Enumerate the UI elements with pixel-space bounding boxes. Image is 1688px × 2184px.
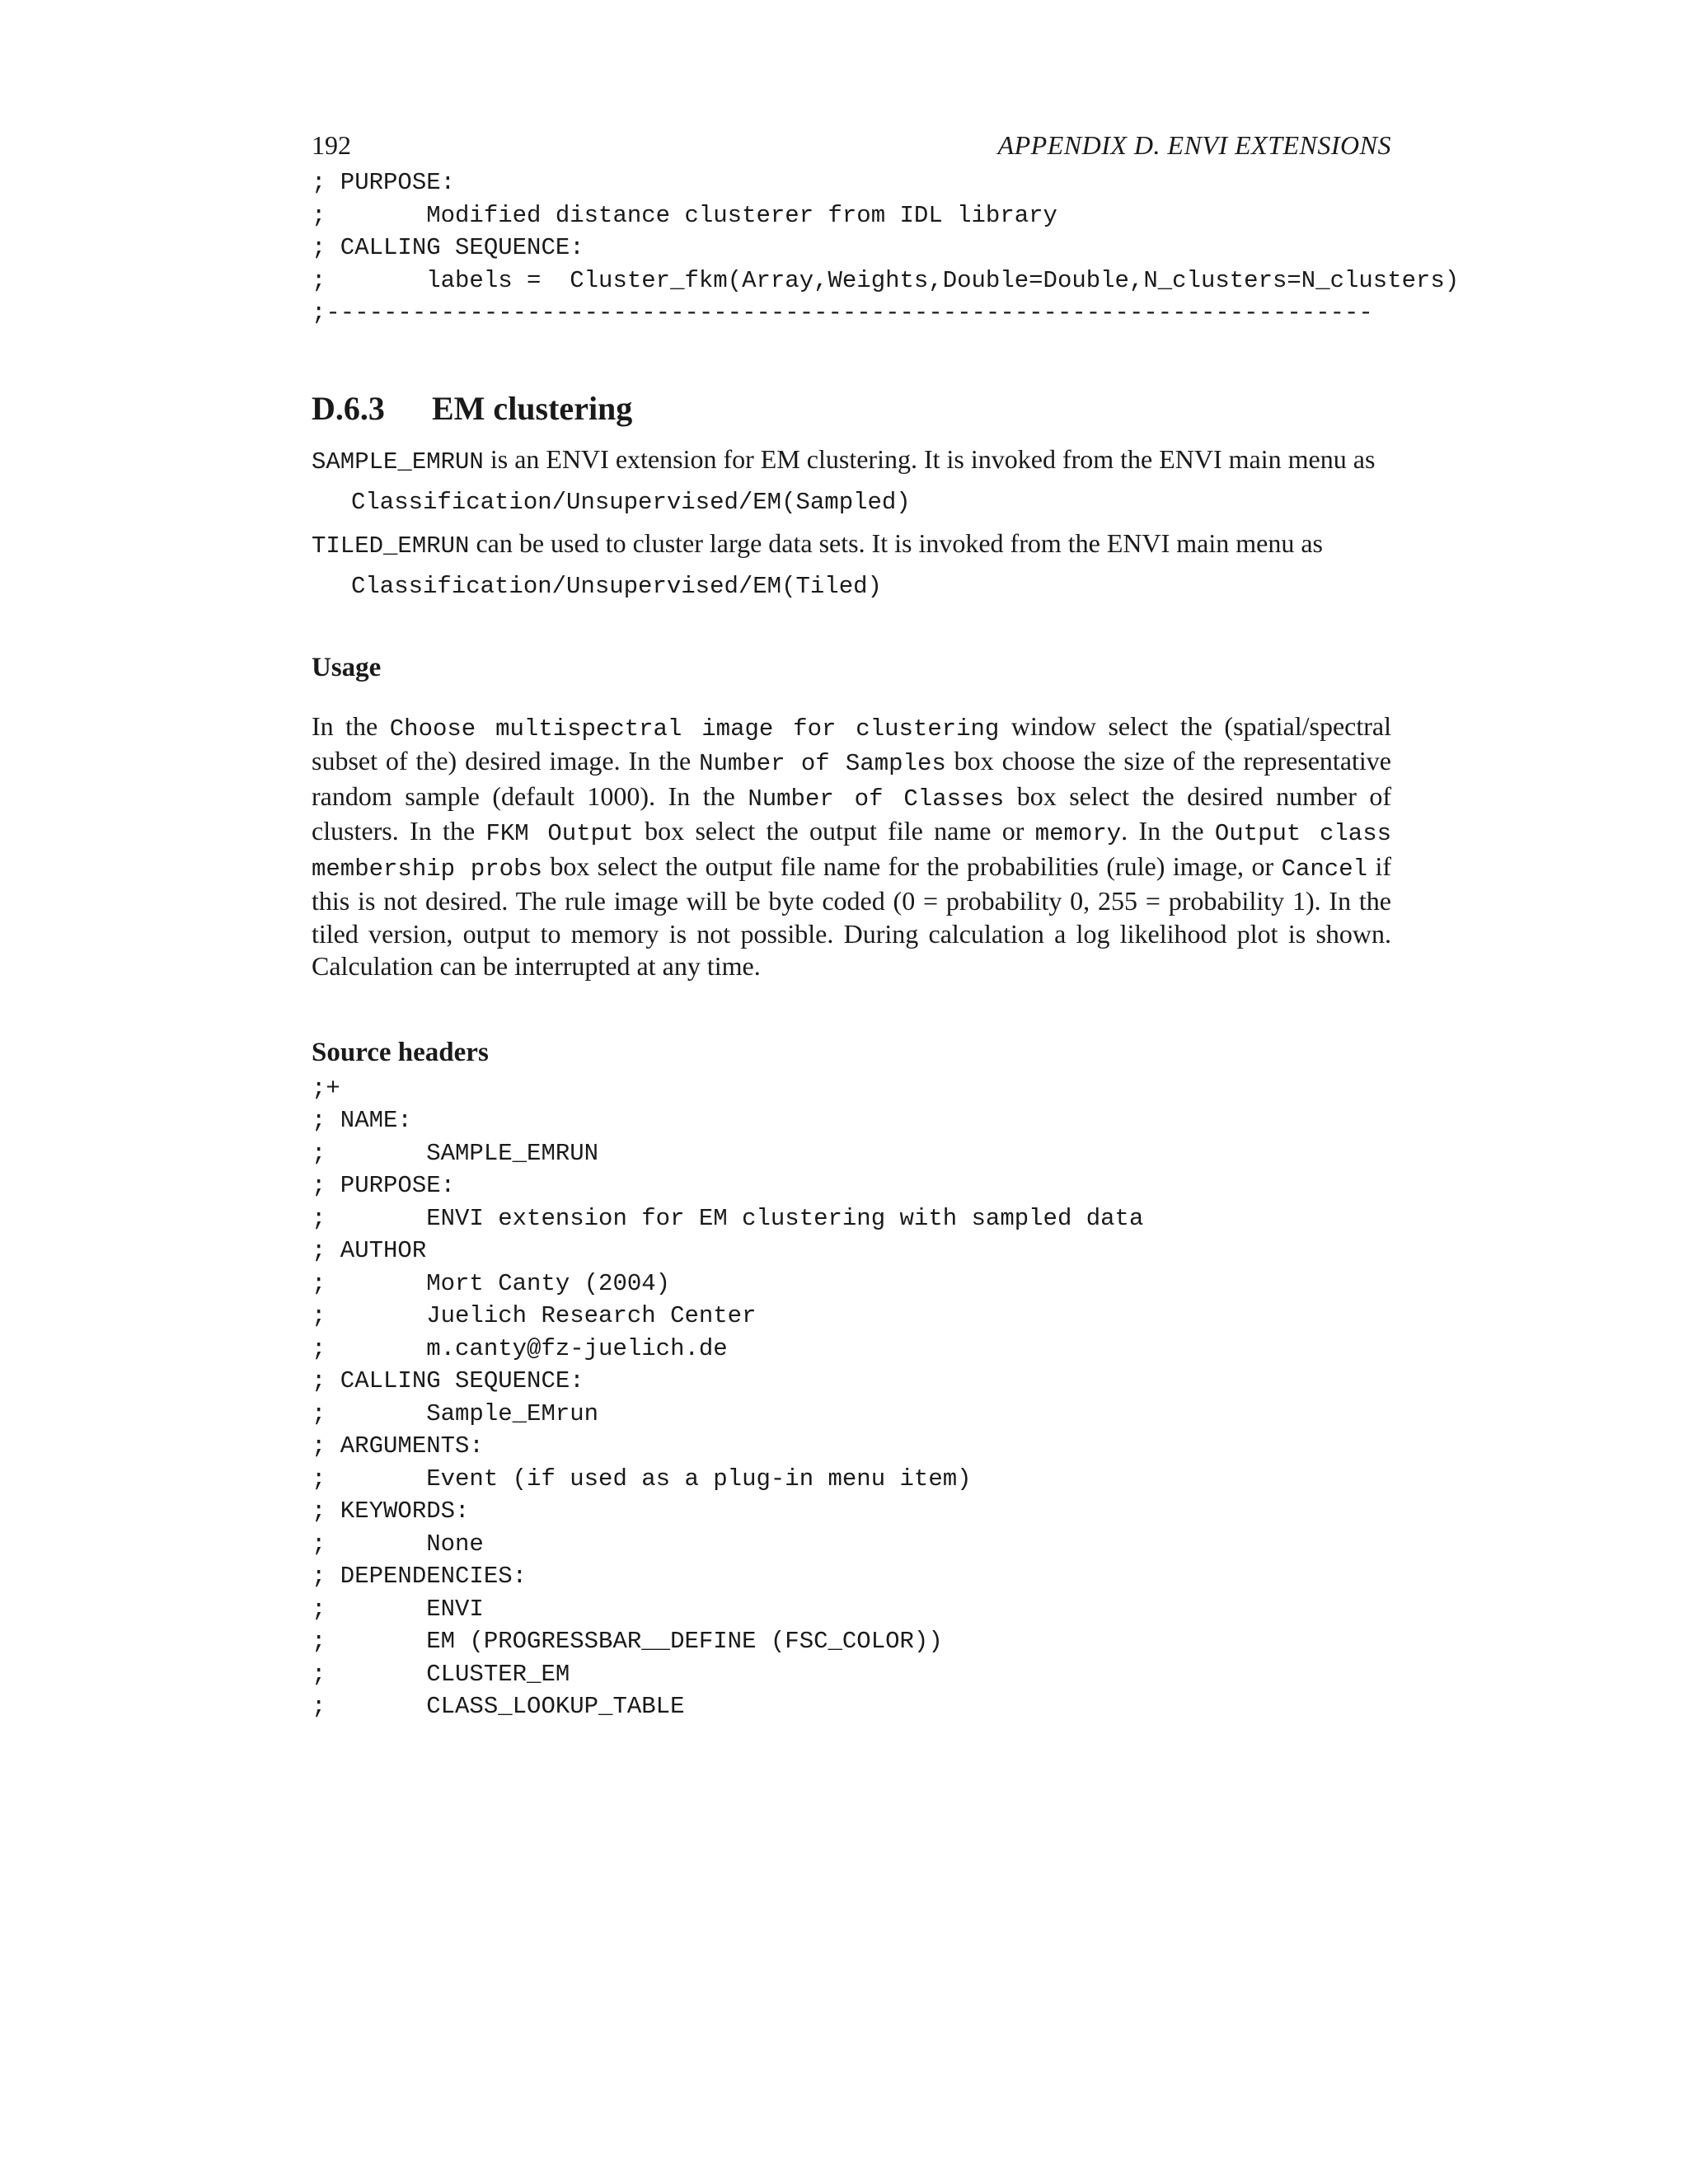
code-term: Cancel	[1281, 855, 1368, 883]
document-page	[312, 124, 1460, 1723]
section-number: D.6.3	[312, 389, 385, 427]
code-line: ; Mort Canty (2004)	[312, 1269, 671, 1297]
code-term: SAMPLE_EMRUN	[312, 448, 484, 476]
code-line: ; ENVI extension for EM clustering with sampled data	[312, 1204, 1144, 1232]
code-line: ; Juelich Research Center	[312, 1302, 757, 1329]
code-line: ; DEPENDENCIES:	[312, 1563, 528, 1590]
code-term: Number of Classes	[748, 785, 1005, 813]
code-block-source-headers	[312, 1072, 1391, 1723]
code-line: ; KEYWORDS:	[312, 1497, 470, 1525]
code-term: TILED_EMRUN	[312, 532, 470, 560]
code-term: Choose multispectral image for clustering	[389, 715, 1000, 743]
usage-heading: Usage	[312, 652, 382, 682]
code-block-top	[312, 166, 1460, 330]
menu-path-sampled: Classification/Unsupervised/EM(Sampled)	[351, 489, 911, 516]
code-line: ; None	[312, 1530, 484, 1558]
code-line: ; EM (PROGRESSBAR__DEFINE (FSC_COLOR))	[312, 1628, 943, 1655]
code-line: ;-------------------------------------------------------------------------	[312, 299, 1373, 326]
code-line: ;+	[312, 1074, 340, 1102]
code-line: ; CLASS_LOOKUP_TABLE	[312, 1693, 685, 1720]
chapter-title: APPENDIX D. ENVI EXTENSIONS	[997, 130, 1391, 160]
page-number: 192	[312, 130, 351, 160]
usage-paragraph: In the Choose multispectral image for clustering window select the (spatial/spectral subset of the) desired image. In the Number of Samples box choose the size of the representative random sample (default 1000). In the Number of Classes box select the desired number of clusters. In the FKM Output box select the output file name or memory. In the Output class membership probs box select the output file name for the probabilities (rule) image, or Cancel if this is not desired. The rule image will be byte coded (0 = probability 0, 255 = probability 1). In the tiled version, output to memory is not possible. During calculation a log likelihood plot is shown. Calculation can be interrupted at any time.	[312, 710, 1392, 981]
code-line: ; Sample_EMrun	[312, 1399, 599, 1427]
running-header	[312, 124, 1391, 166]
code-term: Output class membership probs	[312, 820, 1392, 883]
code-line: ; ENVI	[312, 1595, 484, 1623]
code-line: ; PURPOSE:	[312, 1172, 456, 1199]
code-line: ; SAMPLE_EMRUN	[312, 1139, 599, 1167]
code-line: ; CLUSTER_EM	[312, 1660, 570, 1688]
code-term: memory	[1034, 820, 1122, 847]
menu-path-tiled: Classification/Unsupervised/EM(Tiled)	[351, 573, 882, 600]
code-line: ; ARGUMENTS:	[312, 1432, 484, 1460]
code-term: FKM Output	[485, 820, 634, 847]
code-line: ; PURPOSE:	[312, 169, 456, 196]
paragraph-sample-emrun: SAMPLE_EMRUN is an ENVI extension for EM clustering. It is invoked from the ENVI main menu as	[312, 443, 1376, 476]
code-line: ; AUTHOR	[312, 1237, 427, 1264]
code-line: ; labels = Cluster_fkm(Array,Weights,Double=Double,N_clusters=N_clusters)	[312, 266, 1460, 294]
code-line: ; CALLING SEQUENCE:	[312, 1367, 584, 1394]
code-line: ; Event (if used as a plug-in menu item)	[312, 1465, 972, 1493]
source-headers-heading: Source headers	[312, 1037, 489, 1067]
section-heading	[312, 386, 1391, 432]
paragraph-tiled-emrun: TILED_EMRUN can be used to cluster large data sets. It is invoked from the ENVI main menu as	[312, 527, 1323, 560]
code-line: ; m.canty@fz-juelich.de	[312, 1334, 728, 1362]
section-title: EM clustering	[432, 389, 633, 427]
code-term: Number of Samples	[699, 750, 946, 777]
code-line: ; CALLING SEQUENCE:	[312, 234, 584, 261]
code-line: ; NAME:	[312, 1107, 412, 1134]
code-line: ; Modified distance clusterer from IDL library	[312, 201, 1057, 229]
